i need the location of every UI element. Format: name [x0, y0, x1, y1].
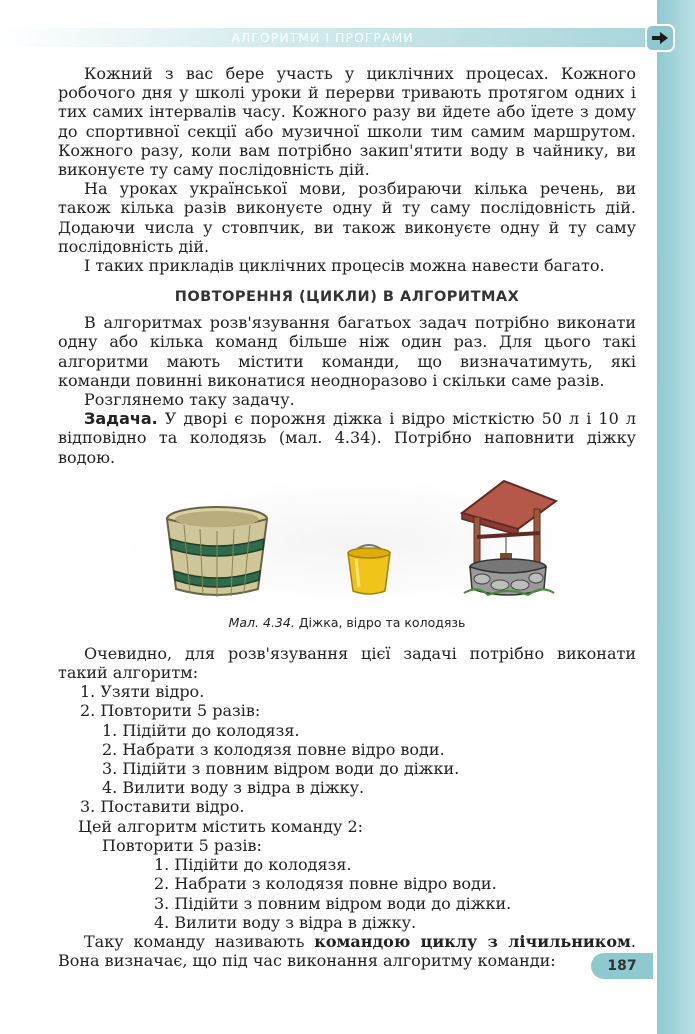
algorithm-substep: 2. Набрати з колодязя повне відро води. [102, 739, 445, 759]
section-paragraph-2: Розглянемо таку задачу. [84, 390, 295, 410]
algorithm-intro: Очевидно, для розв'язування цієї задачі потрібно виконати такий алгоритм: [58, 643, 636, 683]
tub-image [162, 505, 272, 597]
task-paragraph [58, 409, 636, 467]
intro-paragraph-1: Кожний з вас бере участь у циклічних процесах. Кожного робочого дня у школі уроки й перерви тривають протягом одних і тих самих інтервалів часу. Кожного разу ви йдете або їдете з дому до спортивної секції або музичної школи тим самим маршрутом. Кожного разу, коли вам потрібно закип'ятити воду в чайнику, ви виконуєте ту саму послідовність дій. [58, 64, 636, 180]
caption-text: Діжка, відро та колодязь [294, 614, 466, 630]
caption-number: Мал. 4.34. [228, 614, 295, 630]
figure-4-34 [58, 477, 636, 607]
algorithm-contains: Цей алгоритм містить команду 2: [78, 816, 364, 836]
section-paragraph-1: В алгоритмах розв'язування багатьох задач потрібно виконати одну або кілька команд більше ніж один раз. Для цього такі алгоритми мають містити команди, що визначатимуть, які команди повинні виконатися неодноразово і скільки саме разів. [58, 313, 636, 390]
algorithm-step-3: 3. Поставити відро. [80, 797, 245, 817]
algorithm-substep: 4. Вилити воду з відра в діжку. [102, 778, 365, 798]
next-page-button[interactable] [645, 24, 675, 52]
repeat-substep: 3. Підійти з повним відром води до діжки. [154, 893, 512, 913]
algorithm-step-1: 1. Узяти відро. [80, 682, 205, 702]
task-label: Задача. [84, 409, 158, 429]
running-header: АЛГОРИТМИ І ПРОГРАМИ [231, 30, 414, 45]
repeat-substep: 2. Набрати з колодязя повне відро води. [154, 874, 497, 894]
final-text-pre: Таку команду називають [84, 931, 315, 951]
algorithm-substep: 3. Підійти з повним відром води до діжки. [102, 759, 460, 779]
final-paragraph [58, 932, 636, 970]
task-text: У дворі є порожня діжка і відро місткістю 50 л і 10 л відповідно та колодязь (мал. 4.34). Потрібно наповнити діжку водою. [58, 409, 636, 467]
repeat-substep: 4. Вилити воду з відра в діжку. [154, 912, 417, 932]
intro-paragraph-2: На уроках української мови, розбираючи кілька речень, ви також кілька разів виконуєте одну й ту саму послідовність дій. Додаючи числа у стовпчик, ви також виконуєте одну й ту саму послідовність дій. [58, 179, 636, 256]
algorithm-step-2: 2. Повторити 5 разів: [80, 701, 261, 721]
intro-paragraph-3: І таких прикладів циклічних процесів можна навести багато. [84, 256, 605, 276]
well-image [458, 477, 558, 601]
term-counter-loop: командою циклу з лічильником [314, 931, 631, 951]
algorithm-substep: 1. Підійти до колодязя. [102, 720, 300, 740]
final-text-post: . Вона визначає, що під час виконання алгоритму команди: [58, 931, 637, 971]
bucket-image [344, 539, 394, 595]
section-title: ПОВТОРЕННЯ (ЦИКЛИ) В АЛГОРИТМАХ [174, 289, 520, 306]
repeat-command: Повторити 5 разів: [102, 835, 262, 855]
page-content [58, 64, 636, 970]
figure-caption [58, 615, 636, 630]
page-number: 187 [591, 953, 653, 979]
side-band [657, 0, 695, 1034]
repeat-substep: 1. Підійти до колодязя. [154, 855, 352, 875]
arrow-right-icon [651, 31, 669, 45]
